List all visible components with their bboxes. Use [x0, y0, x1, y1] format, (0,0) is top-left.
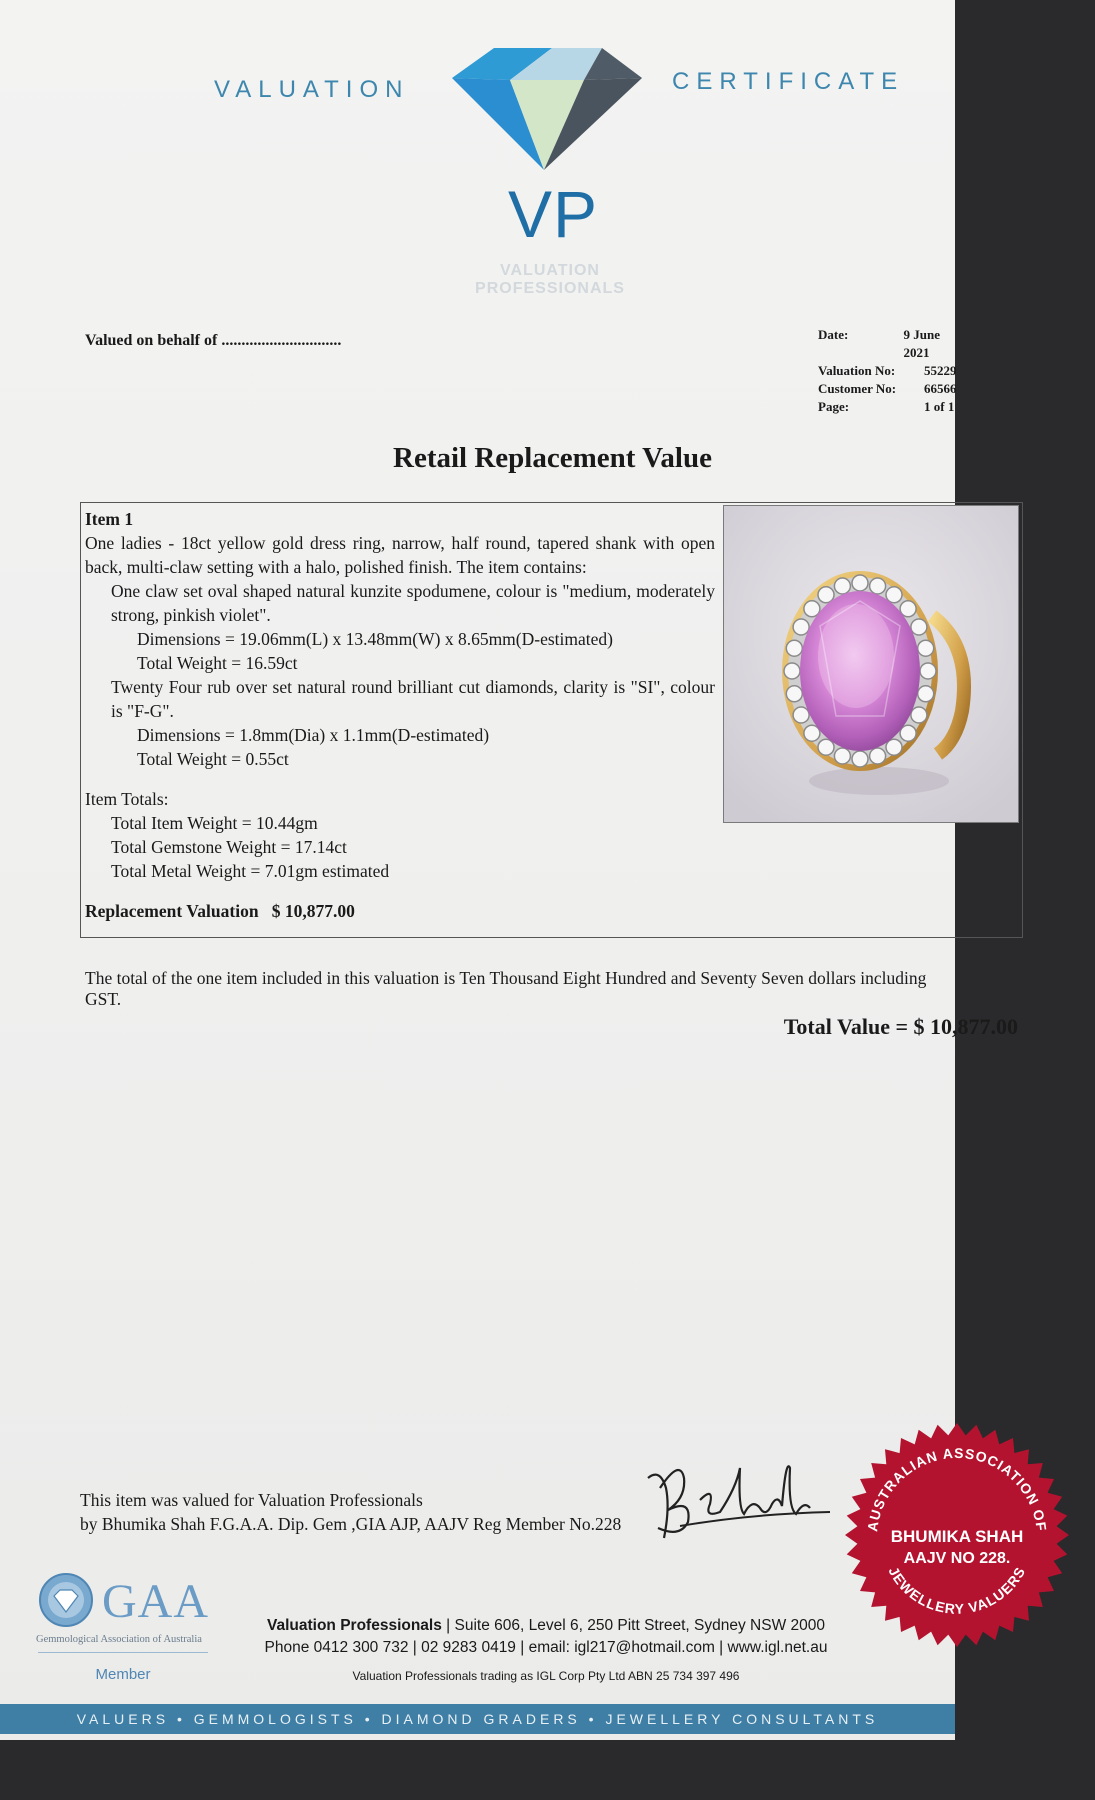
footer-phone-email: Phone 0412 300 732 | 02 9283 0419 | email: igl217@hotmail.com | www.igl.net.au — [264, 1639, 828, 1656]
stone1-desc: One claw set oval shaped natural kunzite spodumene, colour is "medium, moderately strong, pinkish violet". — [111, 581, 715, 625]
stone2-dimensions: Dimensions = 1.8mm(Dia) x 1.1mm(D-estimated) — [137, 725, 490, 745]
meta-value: 55229 — [924, 363, 957, 378]
seal-name: BHUMIKA SHAH — [890, 1527, 1024, 1546]
totals-heading: Item Totals: — [85, 789, 169, 809]
meta-row — [818, 380, 957, 398]
total-item-weight: Total Item Weight = 10.44gm — [111, 813, 318, 833]
diamond-logo-icon — [452, 48, 642, 178]
meta-value: 9 June 2021 — [903, 327, 940, 360]
aajv-seal-icon — [842, 1420, 1072, 1650]
ring-photo — [723, 505, 1019, 823]
meta-value: 1 of 1 — [924, 399, 955, 414]
item-heading: Item 1 — [85, 509, 134, 529]
logo-subtitle: VALUATION PROFESSIONALS — [475, 262, 625, 297]
seal-reg: AAJV NO 228. — [903, 1550, 1011, 1567]
summary-sentence: The total of the one item included in this valuation is Ten Thousand Eight Hundred and Seventy Seven dollars including GST. — [85, 968, 927, 1009]
footer-abn: Valuation Professionals trading as IGL Corp Pty Ltd ABN 25 734 397 496 — [352, 1669, 740, 1683]
footer-company: Valuation Professionals — [267, 1617, 442, 1634]
footer-contact — [226, 1615, 866, 1687]
ring-image-icon — [724, 506, 1018, 822]
gaa-divider — [38, 1652, 208, 1653]
replacement-valuation: Replacement Valuation $ 10,877.00 — [85, 901, 355, 921]
header-right-word: CERTIFICATE — [672, 68, 905, 95]
signature-icon — [640, 1448, 840, 1544]
header-left-word: VALUATION — [214, 76, 410, 103]
services-band: VALUERS • GEMMOLOGISTS • DIAMOND GRADERS • JEWELLERY CONSULTANTS — [0, 1704, 955, 1734]
meta-row — [818, 398, 957, 416]
gaa-letters: GAA — [102, 1575, 209, 1628]
stone1-weight: Total Weight = 16.59ct — [137, 653, 298, 673]
stone2-desc: Twenty Four rub over set natural round brilliant cut diamonds, clarity is "SI", colour is "F-G". — [111, 677, 715, 721]
meta-row — [818, 362, 957, 380]
meta-value: 66566 — [924, 381, 957, 396]
item-description: One ladies - 18ct yellow gold dress ring, narrow, half round, tapered shank with open back, multi-claw setting with a halo, polished finish. The item contains: — [85, 533, 715, 577]
total-gemstone-weight: Total Gemstone Weight = 17.14ct — [111, 837, 347, 857]
meta-row — [818, 326, 957, 362]
meta-block — [818, 326, 957, 416]
meta-label: Customer No: — [818, 381, 897, 396]
meta-label: Date: — [818, 327, 849, 342]
replacement-value: $ 10,877.00 — [271, 901, 355, 921]
gaa-member: Member — [95, 1666, 151, 1683]
gaa-emblem-icon — [38, 1572, 94, 1628]
footer-address: | Suite 606, Level 6, 250 Pitt Street, Sydney NSW 2000 — [441, 1617, 825, 1634]
valued-by: This item was valued for Valuation Professionals by Bhumika Shah F.G.A.A. Dip. Gem ,GIA AJP, AAJV Reg Member No.228 — [80, 1490, 622, 1534]
meta-label: Valuation No: — [818, 363, 896, 378]
svg-text:JEWELLERY VALUERS: JEWELLERY VALUERS — [885, 1563, 1029, 1617]
stone1-dimensions: Dimensions = 19.06mm(L) x 13.48mm(W) x 8.65mm(D-estimated) — [137, 629, 613, 649]
item-text — [85, 507, 715, 923]
total-value: Total Value = $ 10,877.00 — [783, 1014, 1018, 1039]
gaa-subtitle: Gemmological Association of Australia — [36, 1634, 202, 1645]
stone2-weight: Total Weight = 0.55ct — [137, 749, 289, 769]
total-metal-weight: Total Metal Weight = 7.01gm estimated — [111, 861, 390, 881]
meta-label: Page: — [818, 399, 850, 414]
valued-on-behalf: Valued on behalf of .............................. — [85, 332, 342, 349]
page-title: Retail Replacement Value — [393, 442, 712, 474]
svg-text:AUSTRALIAN ASSOCIATION OF: AUSTRALIAN ASSOCIATION OF — [864, 1444, 1050, 1533]
logo-letters: VP — [508, 177, 599, 251]
